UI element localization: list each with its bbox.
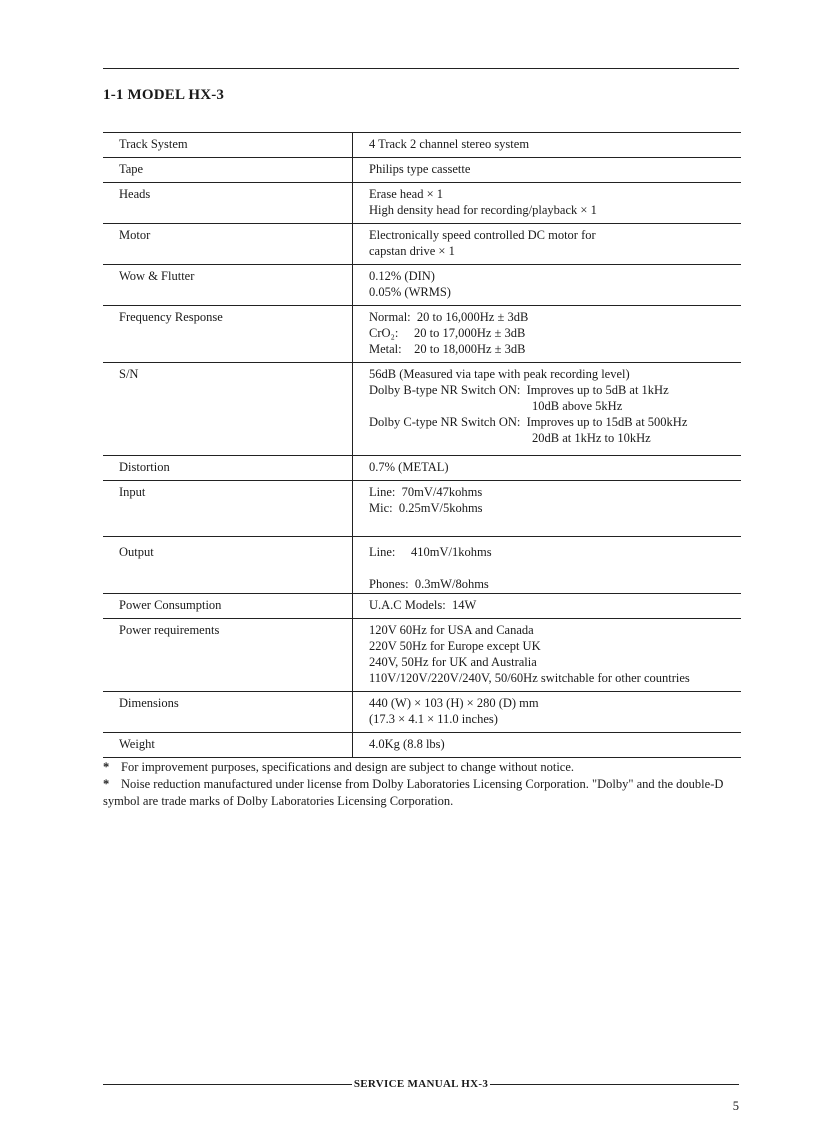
spec-value-line: High density head for recording/playback × 1	[369, 203, 597, 217]
spec-label: Power requirements	[103, 619, 353, 691]
bullet-asterisk: *	[103, 777, 110, 791]
spec-label: Distortion	[103, 456, 353, 480]
footer-rule-left	[103, 1084, 352, 1085]
spec-label: Power Consumption	[103, 594, 353, 618]
spec-value-line: 10dB above 5kHz	[532, 399, 623, 413]
spec-row-distortion	[103, 456, 741, 481]
footnotes	[103, 759, 743, 810]
spec-value-line: Mic: 0.25mV/5kohms	[369, 501, 483, 515]
spec-label: Tape	[103, 158, 353, 182]
spec-row-power-requirements	[103, 619, 741, 692]
spec-value-line: 240V, 50Hz for UK and Australia	[369, 655, 537, 669]
spec-value-line: Normal: 20 to 16,000Hz ± 3dB	[369, 310, 529, 324]
spec-value-line: Philips type cassette	[369, 162, 471, 176]
spec-row-power-consumption	[103, 594, 741, 619]
spec-row-track-system	[103, 133, 741, 158]
spec-row-sn	[103, 363, 741, 456]
spec-value-line: capstan drive × 1	[369, 244, 455, 258]
spec-value-line: 120V 60Hz for USA and Canada	[369, 623, 534, 637]
spec-value	[353, 306, 741, 362]
spec-label: Weight	[103, 733, 353, 757]
footnote-text: Noise reduction manufactured under license from Dolby Laboratories Licensing Corporation. "Dolby" and the double-D symbol are trade marks of Dolby Laboratories Licensing Corporation.	[103, 777, 724, 808]
spec-value	[353, 619, 741, 691]
top-rule	[103, 68, 739, 69]
spec-row-heads	[103, 183, 741, 224]
spec-value-line: Line: 410mV/1kohms	[369, 545, 492, 559]
spec-value-line: 56dB (Measured via tape with peak recording level)	[369, 367, 630, 381]
footer	[103, 1078, 739, 1090]
spec-value-line: 110V/120V/220V/240V, 50/60Hz switchable for other countries	[369, 671, 690, 685]
spec-label: Frequency Response	[103, 306, 353, 362]
spec-value-line: CrO₂: 20 to 17,000Hz ± 3dB	[369, 326, 526, 340]
spec-value-line: Dolby C-type NR Switch ON: Improves up to 15dB at 500kHz	[369, 415, 688, 429]
footnote	[103, 776, 743, 810]
spec-label: Output	[103, 537, 353, 593]
spec-value-line: 0.12% (DIN)	[369, 269, 435, 283]
spec-label: Heads	[103, 183, 353, 223]
spec-value-line: 20dB at 1kHz to 10kHz	[532, 431, 651, 445]
spec-value-line: Line: 70mV/47kohms	[369, 485, 483, 499]
spec-value-line: U.A.C Models: 14W	[369, 598, 477, 612]
spec-row-frequency-response	[103, 306, 741, 363]
spec-value	[353, 224, 741, 264]
spec-value	[353, 594, 741, 618]
spec-row-dimensions	[103, 692, 741, 733]
spec-row-tape	[103, 158, 741, 183]
spec-value-line: 4.0Kg (8.8 lbs)	[369, 737, 445, 751]
spec-value	[353, 265, 741, 305]
spec-value	[353, 363, 741, 455]
spec-value-line: (17.3 × 4.1 × 11.0 inches)	[369, 712, 498, 726]
spec-value-line: 0.05% (WRMS)	[369, 285, 451, 299]
spec-value-line: 220V 50Hz for Europe except UK	[369, 639, 541, 653]
spec-value-line: Phones: 0.3mW/8ohms	[369, 577, 489, 591]
bullet-asterisk: *	[103, 760, 110, 774]
section-title: 1-1 MODEL HX-3	[103, 87, 225, 103]
spec-label: Wow & Flutter	[103, 265, 353, 305]
spec-label: S/N	[103, 363, 353, 455]
spec-value	[353, 692, 741, 732]
spec-row-motor	[103, 224, 741, 265]
spec-row-input	[103, 481, 741, 537]
spec-value	[353, 456, 741, 480]
footer-label: SERVICE MANUAL HX-3	[353, 1078, 489, 1090]
spec-value	[353, 133, 741, 157]
spec-value-line: Dolby B-type NR Switch ON: Improves up to 5dB at 1kHz	[369, 383, 669, 397]
spec-row-wow-flutter	[103, 265, 741, 306]
spec-value-line: 4 Track 2 channel stereo system	[369, 137, 530, 151]
spec-row-output	[103, 537, 741, 594]
spec-label: Dimensions	[103, 692, 353, 732]
spec-value	[353, 733, 741, 757]
spec-label: Input	[103, 481, 353, 536]
spec-value-line: 440 (W) × 103 (H) × 280 (D) mm	[369, 696, 539, 710]
spec-value	[353, 481, 741, 536]
footer-rule-right	[490, 1084, 739, 1085]
page-number: 5	[732, 1099, 739, 1113]
spec-table	[103, 132, 741, 758]
spec-label: Motor	[103, 224, 353, 264]
spec-value	[353, 183, 741, 223]
spec-value-line: 0.7% (METAL)	[369, 460, 449, 474]
footnote-text: For improvement purposes, specifications and design are subject to change without notice.	[121, 760, 575, 774]
spec-value-line: Metal: 20 to 18,000Hz ± 3dB	[369, 342, 526, 356]
spec-value-line: Electronically speed controlled DC motor for	[369, 228, 596, 242]
spec-value	[353, 537, 741, 593]
spec-row-weight	[103, 733, 741, 758]
spec-value	[353, 158, 741, 182]
spec-value-line: Erase head × 1	[369, 187, 444, 201]
footnote	[103, 759, 743, 776]
spec-label: Track System	[103, 133, 353, 157]
